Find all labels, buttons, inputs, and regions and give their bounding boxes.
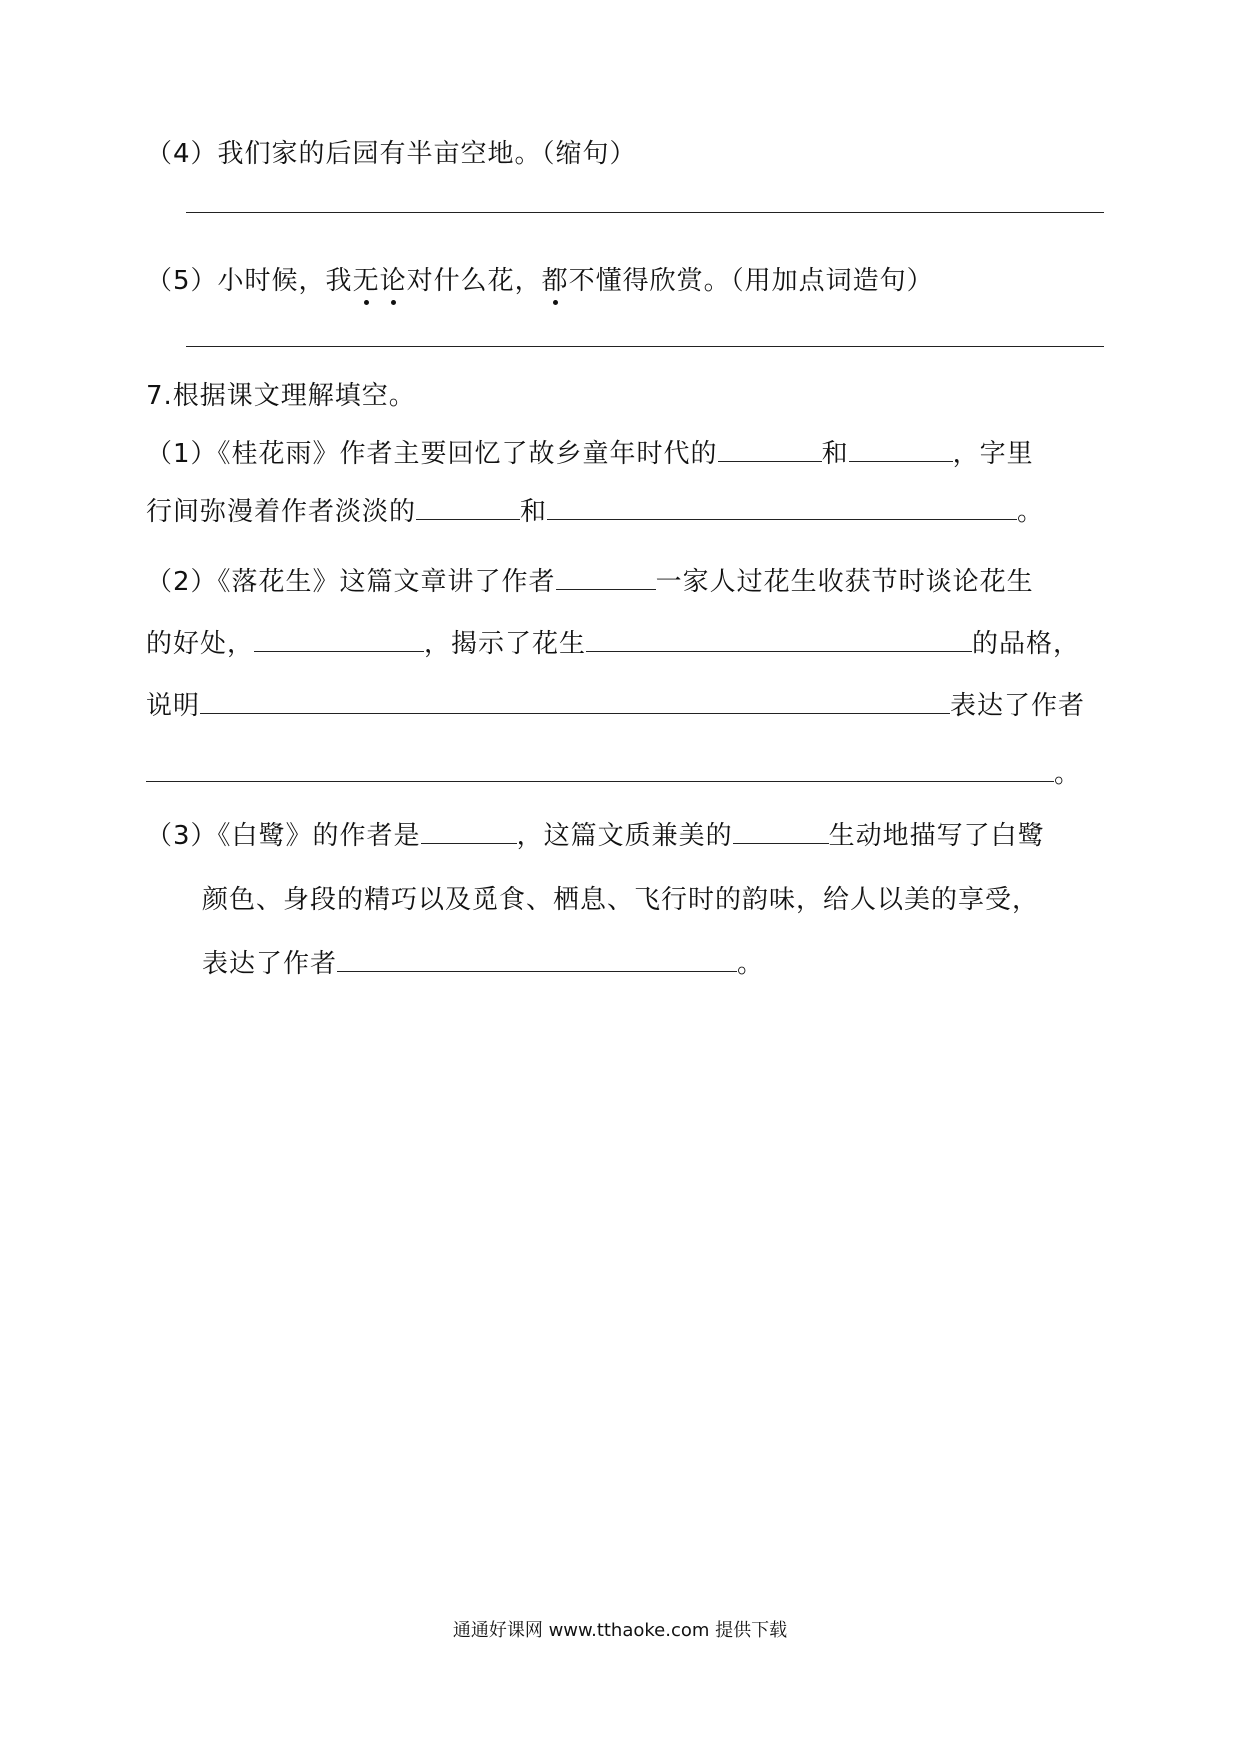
- blank[interactable]: [146, 759, 1054, 782]
- answer-line-4[interactable]: [186, 212, 1104, 213]
- emphasis-dot-char: 都: [541, 266, 569, 296]
- section-7-title: 7.根据课文理解填空。: [146, 381, 416, 411]
- fill-3-line-1: [146, 820, 1045, 852]
- fill-1-line-2: [146, 496, 1044, 528]
- text: 颜色、身段的精巧以及觅食、栖息、飞行时的韵味，给人以美的享受，: [202, 885, 1040, 915]
- text: ，这篇文质兼美的: [516, 821, 733, 851]
- text: 《白鹭》的作者是: [217, 821, 421, 851]
- text: 和: [821, 439, 849, 469]
- text: 一家人过花生收获节时谈论花生: [655, 567, 1034, 597]
- fill-2-line-2: [146, 628, 1080, 660]
- blank[interactable]: [416, 497, 520, 520]
- blank[interactable]: [200, 691, 950, 714]
- question-text: 我们家的后园有半亩空地。（缩句）: [217, 139, 637, 169]
- question-4: [146, 138, 637, 170]
- blank[interactable]: [337, 949, 737, 972]
- blank[interactable]: [254, 629, 424, 652]
- question-number: （2）: [146, 567, 218, 597]
- question-number: （3）: [146, 821, 218, 851]
- blank[interactable]: [718, 439, 822, 462]
- text: 。: [737, 949, 765, 979]
- fill-2-line-4: [146, 758, 1081, 790]
- text: 《桂花雨》作者主要回忆了故乡童年时代的: [217, 439, 718, 469]
- blank[interactable]: [586, 629, 972, 652]
- fill-2-line-1: [146, 566, 1034, 598]
- text: 表达了作者: [202, 949, 338, 979]
- question-number: （1）: [146, 439, 218, 469]
- text: 《落花生》这篇文章讲了作者: [217, 567, 556, 597]
- text: 和: [520, 497, 548, 527]
- fill-3-line-3: [202, 948, 764, 980]
- answer-line-5[interactable]: [186, 346, 1104, 347]
- blank[interactable]: [849, 439, 953, 462]
- text: 的品格，: [972, 629, 1081, 659]
- text: 说明: [146, 691, 201, 721]
- text: ，字里: [952, 439, 1034, 469]
- text: 表达了作者: [950, 691, 1086, 721]
- blank[interactable]: [556, 567, 656, 590]
- blank[interactable]: [421, 821, 517, 844]
- footer-source: 通通好课网 www.tthaoke.com 提供下载: [452, 1620, 788, 1641]
- text: 行间弥漫着作者淡淡的: [146, 497, 417, 527]
- fill-1-line-1: [146, 438, 1034, 470]
- question-number: （5）: [146, 266, 218, 296]
- text: 生动地描写了白鹭: [828, 821, 1045, 851]
- text: 。: [1054, 759, 1082, 789]
- question-text-part: 小时候，我: [217, 266, 353, 296]
- question-text-part: 不懂得欣赏。（用加点词造句）: [568, 266, 934, 296]
- text: 。: [1017, 497, 1045, 527]
- text: ，揭示了花生: [424, 629, 587, 659]
- question-text-part: 对什么花，: [406, 266, 542, 296]
- fill-2-line-3: [146, 690, 1085, 722]
- question-5: [146, 265, 934, 297]
- emphasis-dot-char: 论: [379, 266, 407, 296]
- fill-3-line-2: [202, 884, 1039, 916]
- emphasis-dot-char: 无: [352, 266, 380, 296]
- question-number: （4）: [146, 139, 218, 169]
- blank[interactable]: [733, 821, 829, 844]
- text: 的好处，: [146, 629, 255, 659]
- blank[interactable]: [547, 497, 1017, 520]
